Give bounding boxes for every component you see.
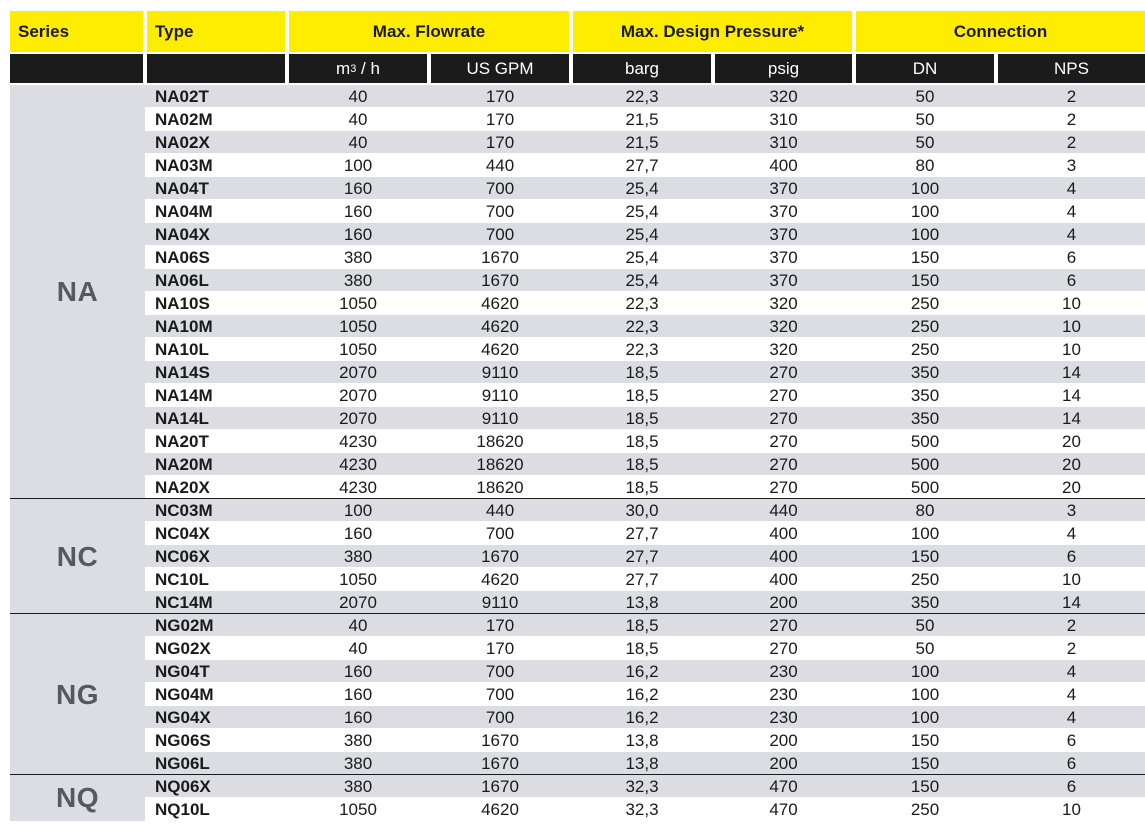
cell-type: NA14S (155, 363, 210, 382)
cell-psig: 320 (769, 340, 798, 359)
cell-barg: 25,4 (625, 179, 659, 198)
cell-m3h: 1050 (339, 570, 377, 589)
series-label: NQ (56, 782, 99, 813)
cell-usgpm: 4620 (481, 317, 519, 336)
cell-barg: 25,4 (625, 271, 659, 290)
cell-type: NQ06X (155, 777, 211, 796)
cell-barg: 21,5 (625, 133, 659, 152)
cell-m3h: 160 (343, 202, 373, 221)
cell-m3h: 160 (343, 179, 373, 198)
cell-psig: 400 (769, 524, 798, 543)
cell-usgpm: 4620 (481, 340, 519, 359)
cell-type: NA10L (155, 340, 209, 359)
cell-psig: 230 (769, 662, 798, 681)
cell-nps: 10 (1062, 340, 1081, 359)
table-row (10, 522, 1145, 545)
cell-psig: 310 (769, 133, 798, 152)
header-connection: Connection (856, 11, 1145, 52)
cell-type: NA10S (155, 294, 210, 313)
table-row (10, 637, 1145, 660)
cell-usgpm: 170 (485, 616, 515, 635)
cell-nps: 2 (1066, 87, 1077, 106)
cell-nps: 4 (1066, 202, 1077, 221)
cell-usgpm: 9110 (481, 409, 519, 428)
cell-type: NG06S (155, 731, 211, 750)
cell-barg: 27,7 (625, 524, 659, 543)
cell-psig: 200 (769, 754, 798, 773)
cell-type: NA20M (155, 455, 213, 474)
cell-m3h: 1050 (339, 317, 377, 336)
unit-usgpm: US GPM (431, 54, 569, 83)
cell-barg: 25,4 (625, 248, 659, 267)
cell-usgpm: 4620 (481, 570, 519, 589)
cell-m3h: 4230 (339, 455, 377, 474)
cell-m3h: 40 (348, 110, 368, 129)
cell-usgpm: 440 (485, 501, 515, 520)
cell-psig: 440 (769, 501, 798, 520)
cell-type: NC10L (155, 570, 209, 589)
cell-dn: 50 (915, 639, 935, 658)
cell-dn: 100 (910, 662, 940, 681)
cell-m3h: 380 (343, 271, 373, 290)
cell-barg: 22,3 (625, 340, 659, 359)
table-row (10, 361, 1145, 384)
header-series: Series (10, 11, 143, 52)
cell-dn: 100 (910, 685, 940, 704)
unit-m3h (289, 54, 427, 83)
cell-m3h: 40 (348, 87, 368, 106)
series-label: NC (56, 540, 99, 572)
cell-psig: 270 (769, 409, 798, 428)
table-row (10, 568, 1145, 591)
cell-nps: 10 (1062, 800, 1081, 819)
cell-psig: 270 (769, 639, 798, 658)
cell-dn: 150 (910, 248, 940, 267)
cell-barg: 25,4 (625, 225, 659, 244)
table-row (10, 453, 1145, 476)
table-row (10, 384, 1145, 407)
cell-usgpm: 170 (485, 639, 515, 658)
cell-nps: 2 (1066, 639, 1077, 658)
cell-type: NC14M (155, 593, 213, 612)
table-row (10, 591, 1145, 614)
cell-usgpm: 18620 (476, 432, 524, 451)
cell-psig: 200 (769, 731, 798, 750)
unit-barg: barg (573, 54, 711, 83)
cell-dn: 100 (910, 524, 940, 543)
cell-nps: 4 (1066, 225, 1077, 244)
cell-barg: 27,7 (625, 156, 659, 175)
table-row (10, 108, 1145, 131)
cell-dn: 100 (910, 179, 940, 198)
cell-nps: 6 (1066, 248, 1077, 267)
cell-psig: 270 (769, 386, 798, 405)
table-row (10, 407, 1145, 430)
cell-type: NA14M (155, 386, 213, 405)
unit-psig: psig (715, 54, 852, 83)
header-max-design-pressure: Max. Design Pressure* (573, 11, 852, 52)
table-row (10, 177, 1145, 200)
table-row (10, 200, 1145, 223)
cell-nps: 14 (1062, 386, 1081, 405)
cell-nps: 6 (1066, 777, 1077, 796)
cell-dn: 350 (910, 593, 940, 612)
cell-type: NG04M (155, 685, 214, 704)
cell-dn: 100 (910, 225, 940, 244)
cell-barg: 22,3 (625, 87, 659, 106)
cell-usgpm: 1670 (481, 777, 519, 796)
table-row (10, 683, 1145, 706)
unit-m3h-tail: / h (356, 58, 380, 78)
cell-m3h: 2070 (339, 593, 377, 612)
cell-psig: 400 (769, 547, 798, 566)
table-row (10, 614, 1145, 637)
cell-barg: 16,2 (625, 662, 659, 681)
cell-nps: 2 (1066, 110, 1077, 129)
cell-type: NQ10L (155, 800, 210, 819)
header-type: Type (147, 11, 285, 52)
cell-m3h: 380 (343, 777, 373, 796)
cell-psig: 400 (769, 156, 798, 175)
cell-barg: 16,2 (625, 708, 659, 727)
cell-nps: 20 (1062, 432, 1081, 451)
cell-usgpm: 9110 (481, 386, 519, 405)
cell-type: NA20T (155, 432, 209, 451)
cell-nps: 2 (1066, 616, 1077, 635)
cell-dn: 250 (910, 294, 940, 313)
cell-barg: 32,3 (625, 800, 659, 819)
table-row (10, 729, 1145, 752)
cell-barg: 21,5 (625, 110, 659, 129)
cell-m3h: 160 (343, 685, 373, 704)
cell-m3h: 1050 (339, 340, 377, 359)
cell-m3h: 380 (343, 248, 373, 267)
cell-nps: 4 (1066, 179, 1077, 198)
cell-nps: 14 (1062, 409, 1081, 428)
cell-usgpm: 170 (485, 110, 515, 129)
cell-dn: 50 (915, 133, 935, 152)
cell-barg: 16,2 (625, 685, 659, 704)
cell-psig: 370 (769, 271, 798, 290)
cell-dn: 150 (910, 547, 940, 566)
cell-nps: 4 (1066, 524, 1077, 543)
cell-psig: 370 (769, 225, 798, 244)
cell-m3h: 1050 (339, 800, 377, 819)
cell-barg: 18,5 (625, 363, 659, 382)
table-row (10, 775, 1145, 798)
cell-usgpm: 700 (485, 662, 515, 681)
cell-m3h: 380 (343, 754, 373, 773)
table-row (10, 752, 1145, 775)
cell-nps: 3 (1066, 501, 1077, 520)
cell-m3h: 40 (348, 133, 368, 152)
cell-type: NA06S (155, 248, 210, 267)
cell-nps: 6 (1066, 754, 1077, 773)
cell-nps: 6 (1066, 547, 1077, 566)
table-row (10, 798, 1145, 821)
cell-dn: 500 (910, 455, 940, 474)
cell-usgpm: 700 (485, 524, 515, 543)
cell-type: NG02X (155, 639, 211, 658)
cell-type: NA04X (155, 225, 210, 244)
cell-barg: 22,3 (625, 294, 659, 313)
table-row (10, 85, 1145, 108)
cell-usgpm: 170 (485, 87, 515, 106)
cell-usgpm: 1670 (481, 731, 519, 750)
table-row (10, 154, 1145, 177)
cell-usgpm: 1670 (481, 754, 519, 773)
cell-nps: 14 (1062, 363, 1081, 382)
cell-type: NA03M (155, 156, 213, 175)
cell-usgpm: 1670 (481, 547, 519, 566)
cell-type: NA10M (155, 317, 213, 336)
cell-usgpm: 700 (485, 708, 515, 727)
cell-barg: 18,5 (625, 639, 659, 658)
cell-dn: 100 (910, 202, 940, 221)
table-row (10, 499, 1145, 522)
cell-m3h: 160 (343, 662, 373, 681)
cell-m3h: 2070 (339, 409, 377, 428)
cell-psig: 270 (769, 455, 798, 474)
cell-m3h: 40 (348, 616, 368, 635)
cell-usgpm: 1670 (481, 271, 519, 290)
cell-psig: 270 (769, 616, 798, 635)
cell-usgpm: 170 (485, 133, 515, 152)
cell-barg: 32,3 (625, 777, 659, 796)
cell-barg: 18,5 (625, 386, 659, 405)
cell-nps: 6 (1066, 731, 1077, 750)
cell-usgpm: 9110 (481, 363, 519, 382)
cell-dn: 500 (910, 432, 940, 451)
cell-dn: 80 (915, 156, 935, 175)
cell-m3h: 380 (343, 731, 373, 750)
cell-type: NA20X (155, 478, 210, 497)
cell-barg: 25,4 (625, 202, 659, 221)
table-row (10, 706, 1145, 729)
table-row (10, 246, 1145, 269)
cell-type: NC03M (155, 501, 213, 520)
table-row (10, 292, 1145, 315)
cell-type: NA14L (155, 409, 209, 428)
cell-nps: 4 (1066, 662, 1077, 681)
units-type-blank (147, 54, 285, 83)
cell-usgpm: 1670 (481, 248, 519, 267)
cell-barg: 13,8 (625, 731, 659, 750)
cell-barg: 22,3 (625, 317, 659, 336)
header-max-flowrate: Max. Flowrate (289, 11, 569, 52)
cell-m3h: 100 (343, 501, 373, 520)
cell-m3h: 4230 (339, 432, 377, 451)
cell-dn: 50 (915, 87, 935, 106)
cell-dn: 500 (910, 478, 940, 497)
cell-m3h: 1050 (339, 294, 377, 313)
table-row (10, 223, 1145, 246)
units-series-blank (10, 54, 143, 83)
cell-type: NC06X (155, 547, 210, 566)
cell-psig: 370 (769, 248, 798, 267)
cell-usgpm: 700 (485, 225, 515, 244)
cell-dn: 250 (910, 317, 940, 336)
cell-m3h: 4230 (339, 478, 377, 497)
cell-psig: 400 (769, 570, 798, 589)
series-label: NA (56, 276, 99, 307)
table-row (10, 476, 1145, 499)
cell-type: NA04M (155, 202, 213, 221)
cell-usgpm: 9110 (481, 593, 519, 612)
cell-m3h: 380 (343, 547, 373, 566)
cell-barg: 18,5 (625, 478, 659, 497)
cell-nps: 10 (1062, 317, 1081, 336)
cell-psig: 470 (769, 777, 798, 796)
cell-usgpm: 18620 (476, 478, 524, 497)
cell-dn: 50 (915, 110, 935, 129)
cell-m3h: 100 (343, 156, 373, 175)
cell-nps: 20 (1062, 455, 1081, 474)
cell-barg: 18,5 (625, 455, 659, 474)
cell-barg: 13,8 (625, 754, 659, 773)
cell-dn: 100 (910, 708, 940, 727)
cell-barg: 27,7 (625, 570, 659, 589)
cell-nps: 10 (1062, 294, 1081, 313)
cell-barg: 18,5 (625, 616, 659, 635)
cell-psig: 200 (769, 593, 798, 612)
cell-psig: 320 (769, 317, 798, 336)
cell-barg: 18,5 (625, 432, 659, 451)
cell-type: NG04T (155, 662, 210, 681)
cell-psig: 230 (769, 708, 798, 727)
cell-dn: 150 (910, 754, 940, 773)
cell-m3h: 160 (343, 524, 373, 543)
cell-usgpm: 18620 (476, 455, 524, 474)
cell-type: NA02M (155, 110, 213, 129)
cell-dn: 80 (915, 501, 935, 520)
cell-usgpm: 440 (485, 156, 515, 175)
cell-type: NC04X (155, 524, 210, 543)
cell-dn: 150 (910, 271, 940, 290)
cell-nps: 4 (1066, 708, 1077, 727)
cell-usgpm: 700 (485, 202, 515, 221)
cell-psig: 230 (769, 685, 798, 704)
cell-psig: 320 (769, 87, 798, 106)
cell-nps: 2 (1066, 133, 1077, 152)
cell-dn: 250 (910, 800, 940, 819)
unit-nps: NPS (998, 54, 1145, 83)
cell-m3h: 2070 (339, 386, 377, 405)
cell-m3h: 2070 (339, 363, 377, 382)
cell-psig: 370 (769, 202, 798, 221)
cell-type: NG02M (155, 616, 214, 635)
cell-dn: 150 (910, 777, 940, 796)
cell-psig: 270 (769, 432, 798, 451)
cell-usgpm: 4620 (481, 800, 519, 819)
cell-dn: 350 (910, 409, 940, 428)
table-row (10, 545, 1145, 568)
cell-psig: 310 (769, 110, 798, 129)
series-label: NG (56, 678, 99, 710)
table-row (10, 269, 1145, 292)
unit-dn: DN (856, 54, 994, 83)
cell-m3h: 160 (343, 708, 373, 727)
cell-dn: 150 (910, 731, 940, 750)
cell-psig: 370 (769, 179, 798, 198)
cell-usgpm: 700 (485, 685, 515, 704)
cell-psig: 270 (769, 478, 798, 497)
cell-type: NA02T (155, 87, 209, 106)
table-row (10, 338, 1145, 361)
cell-psig: 320 (769, 294, 798, 313)
cell-dn: 350 (910, 363, 940, 382)
table-row (10, 315, 1145, 338)
cell-barg: 18,5 (625, 409, 659, 428)
cell-psig: 270 (769, 363, 798, 382)
cell-nps: 20 (1062, 478, 1081, 497)
table-row (10, 660, 1145, 683)
cell-nps: 10 (1062, 570, 1081, 589)
cell-m3h: 40 (348, 639, 368, 658)
cell-dn: 250 (910, 340, 940, 359)
cell-dn: 250 (910, 570, 940, 589)
table-row (10, 430, 1145, 453)
unit-m3h-sup: 3 (350, 62, 357, 75)
cell-usgpm: 4620 (481, 294, 519, 313)
cell-barg: 13,8 (625, 593, 659, 612)
cell-m3h: 160 (343, 225, 373, 244)
cell-type: NG04X (155, 708, 211, 727)
cell-nps: 4 (1066, 685, 1077, 704)
cell-psig: 470 (769, 800, 798, 819)
cell-barg: 30,0 (625, 501, 659, 520)
cell-type: NA04T (155, 179, 209, 198)
cell-nps: 6 (1066, 271, 1077, 290)
cell-type: NG06L (155, 754, 210, 773)
cell-type: NA06L (155, 271, 209, 290)
table-row (10, 131, 1145, 154)
cell-usgpm: 700 (485, 179, 515, 198)
cell-dn: 350 (910, 386, 940, 405)
unit-m3h-base: m (336, 58, 351, 78)
cell-dn: 50 (915, 616, 935, 635)
cell-nps: 14 (1062, 593, 1081, 612)
cell-type: NA02X (155, 133, 210, 152)
cell-nps: 3 (1066, 156, 1077, 175)
cell-barg: 27,7 (625, 547, 659, 566)
